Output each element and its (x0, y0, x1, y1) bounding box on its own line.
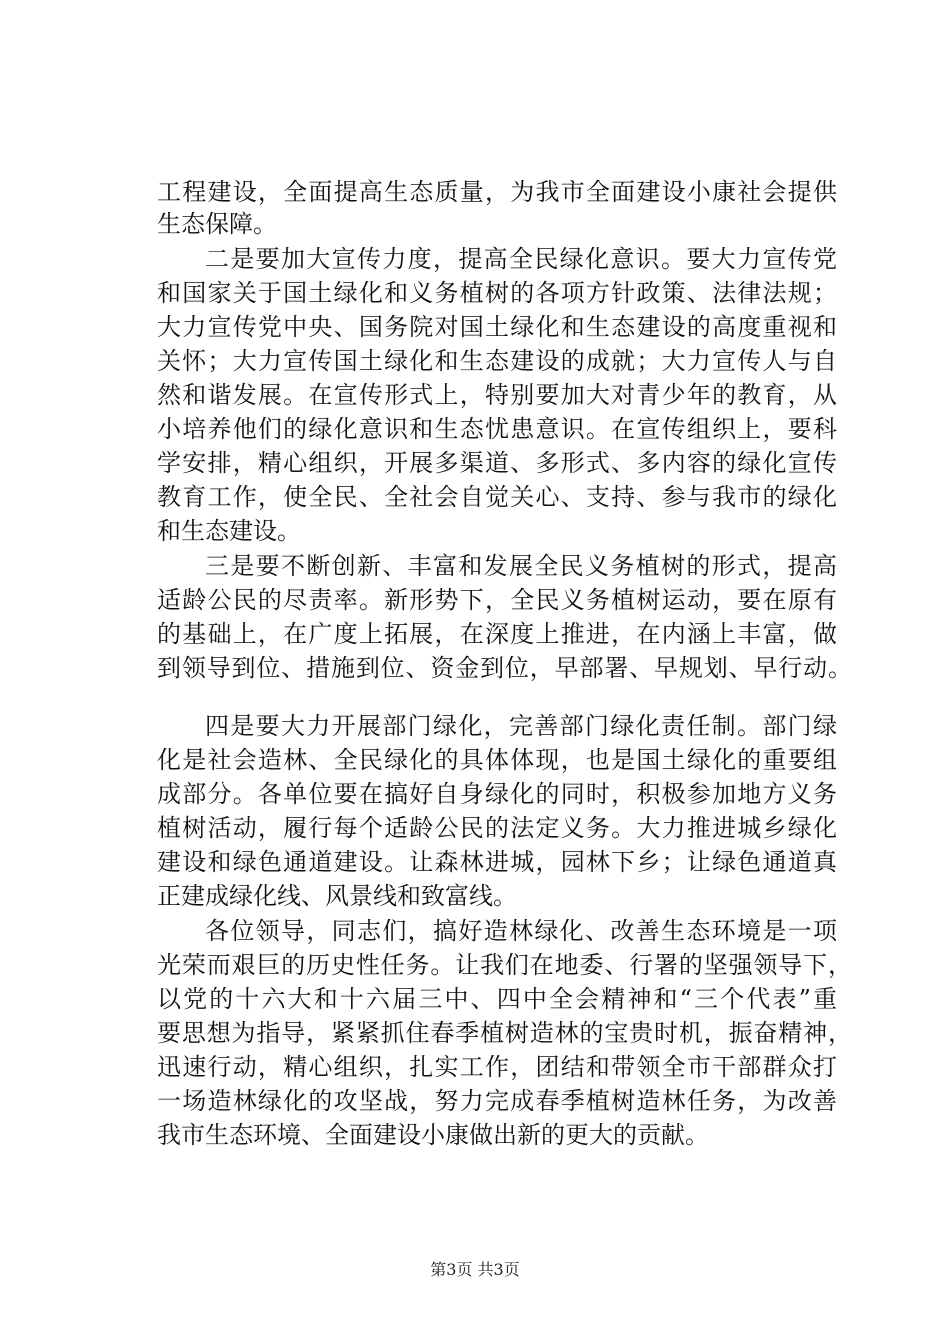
text-line: 小培养他们的绿化意识和生态忧患意识。在宣传组织上，要科 (157, 415, 837, 443)
text-line: 的基础上，在广度上拓展，在深度上推进，在内涵上丰富，做 (157, 620, 837, 648)
text-line: 各位领导，同志们，搞好造林绿化、改善生态环境是一项 (205, 917, 837, 945)
text-line: 然和谐发展。在宣传形式上，特别要加大对青少年的教育，从 (157, 381, 837, 409)
text-line: 迅速行动，精心组织，扎实工作，团结和带领全市干部群众打 (157, 1053, 837, 1081)
text-line: 二是要加大宣传力度，提高全民绿化意识。要大力宣传党 (205, 245, 837, 273)
text-line: 教育工作，使全民、全社会自觉关心、支持、参与我市的绿化 (157, 483, 837, 511)
text-line: 光荣而艰巨的历史性任务。让我们在地委、行署的坚强领导下， (157, 951, 852, 979)
text-line: 到领导到位、措施到位、资金到位，早部署、早规划、早行动。 (157, 654, 852, 682)
text-line: 以党的十六大和十六届三中、四中全会精神和“三个代表”重 (157, 985, 837, 1013)
text-line: 关怀；大力宣传国土绿化和生态建设的成就；大力宣传人与自 (157, 347, 837, 375)
text-line: 一场造林绿化的攻坚战，努力完成春季植树造林任务，为改善 (157, 1087, 837, 1115)
text-line: 适龄公民的尽责率。新形势下，全民义务植树运动，要在原有 (157, 586, 837, 614)
text-line: 生态保障。 (157, 210, 277, 238)
text-line: 我市生态环境、全面建设小康做出新的更大的贡献。 (157, 1121, 709, 1149)
text-line: 四是要大力开展部门绿化，完善部门绿化责任制。部门绿 (205, 712, 837, 740)
text-line: 和国家关于国土绿化和义务植树的各项方针政策、法律法规； (157, 279, 837, 307)
text-line: 大力宣传党中央、国务院对国土绿化和生态建设的高度重视和 (157, 313, 837, 341)
text-line: 三是要不断创新、丰富和发展全民义务植树的形式，提高 (205, 552, 837, 580)
text-line: 正建成绿化线、风景线和致富线。 (157, 882, 517, 910)
text-line: 化是社会造林、全民绿化的具体体现，也是国土绿化的重要组 (157, 746, 837, 774)
text-line: 建设和绿色通道建设。让森林进城，园林下乡；让绿色通道真 (157, 848, 837, 876)
text-line: 植树活动，履行每个适龄公民的法定义务。大力推进城乡绿化 (157, 814, 837, 842)
text-line: 和生态建设。 (157, 517, 301, 545)
page-number-footer: 第3页 共3页 (430, 1260, 520, 1279)
text-line: 要思想为指导，紧紧抓住春季植树造林的宝贵时机，振奋精神， (157, 1019, 852, 1047)
text-line: 学安排，精心组织，开展多渠道、多形式、多内容的绿化宣传 (157, 449, 837, 477)
text-line: 成部分。各单位要在搞好自身绿化的同时，积极参加地方义务 (157, 780, 837, 808)
text-line: 工程建设，全面提高生态质量，为我市全面建设小康社会提供 (157, 178, 837, 206)
